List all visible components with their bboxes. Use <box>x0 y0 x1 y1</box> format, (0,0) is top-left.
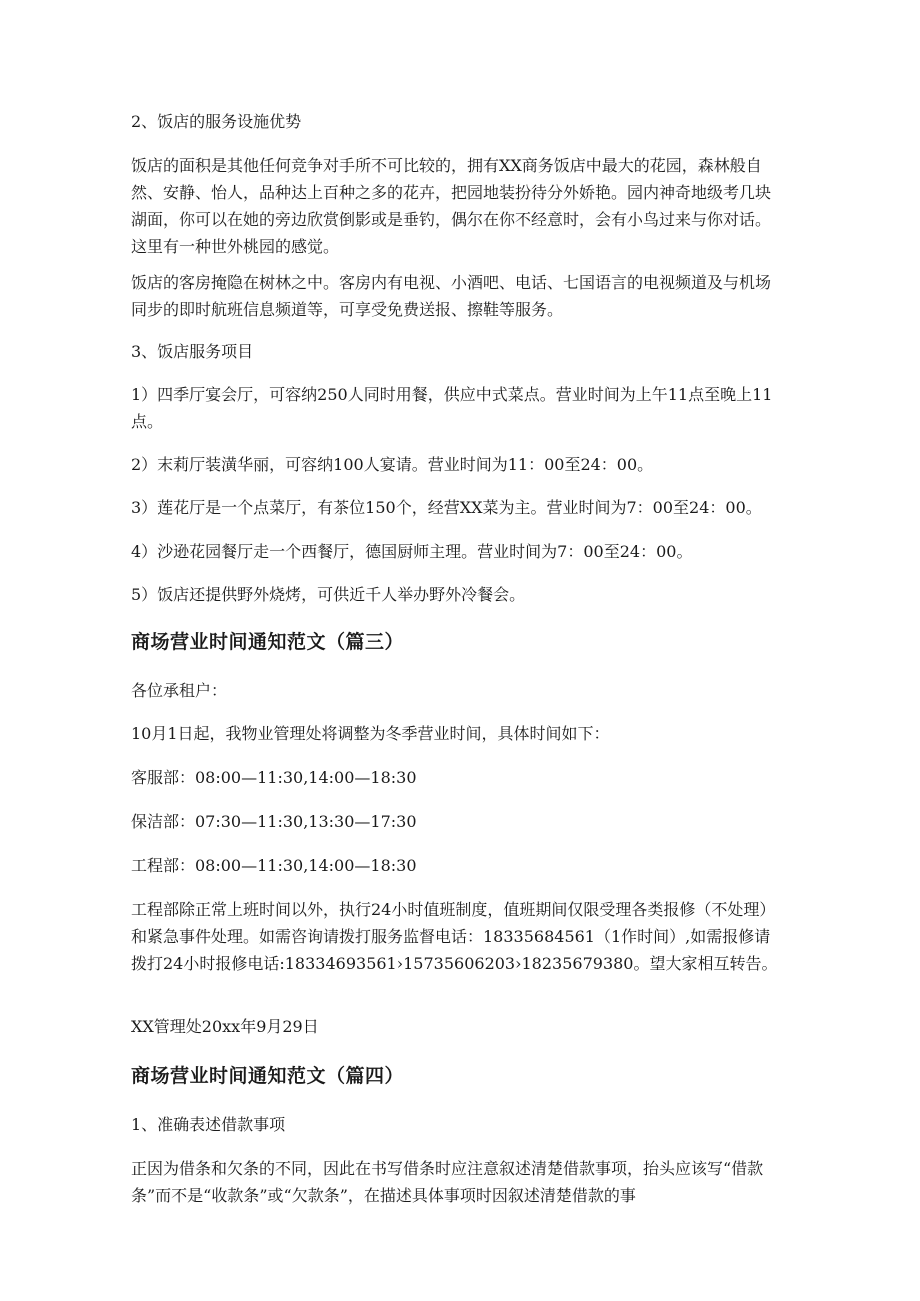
signature: XX管理处20xx年9月29日 <box>131 1017 319 1036</box>
schedule-customer-service: 客服部：08:00—11:30,14:00—18:30 <box>131 768 417 787</box>
paragraph-rooms: 饭店的客房掩隐在树林之中。客房内有电视、小酒吧、电话、七国语言的电视频道及与机场同步的即时航班信息频道等，可享受免费送报、擦鞋等服务。 <box>131 273 772 319</box>
service-item: 4）沙逊花园餐厅走一个西餐厅，德国厨师主理。营业时间为7：00至24：00。 <box>131 542 693 561</box>
section-heading-facilities: 2、饭店的服务设施优势 <box>131 112 302 131</box>
schedule-engineering: 工程部：08:00—11:30,14:00—18:30 <box>131 856 417 875</box>
paragraph-garden: 饭店的面积是其他任何竞争对手所不可比较的，拥有XX商务饭店中最大的花园，森林般自然、安静、怡人，品种达上百种之多的花卉，把园地装扮待分外娇艳。园内神奇地级考几块湖面，你可以在她的旁边欣赏倒影或是垂钓，偶尔在你不经意时，会有小鸟过来与你对话。这里有一种世外桃园的感觉。 <box>131 156 772 256</box>
article-title-part4: 商场营业时间通知范文（篇四） <box>131 1065 405 1087</box>
service-item: 1）四季厅宴会厅，可容纳250人同时用餐，供应中式菜点。营业时间为上午11点至晚上11点。 <box>131 385 773 431</box>
service-item: 5）饭店还提供野外烧烤，可供近千人举办野外冷餐会。 <box>131 585 526 604</box>
section-heading-loan: 1、准确表述借款事项 <box>131 1115 286 1134</box>
service-item: 3）莲花厅是一个点菜厅，有茶位150个，经营XX菜为主。营业时间为7：00至24：00。 <box>131 498 762 517</box>
notice-intro: 10月1日起，我物业管理处将调整为冬季营业时间，具体时间如下： <box>131 724 610 743</box>
article-title-part3: 商场营业时间通知范文（篇三） <box>131 631 405 653</box>
schedule-cleaning: 保洁部：07:30—11:30,13:30—17:30 <box>131 812 417 831</box>
section-heading-services: 3、饭店服务项目 <box>131 342 254 361</box>
paragraph-loan: 正因为借条和欠条的不同，因此在书写借条时应注意叙述清楚借款事项，抬头应该写“借款条”而不是“收款条”或“欠款条”，在描述具体事项时因叙述清楚借款的事 <box>131 1159 764 1205</box>
service-item: 2）末莉厅装潢华丽，可容纳100人宴请。营业时间为11：00至24：00。 <box>131 455 654 474</box>
engineering-note: 工程部除正常上班时间以外，执行24小时值班制度，值班期间仅限受理各类报修（不处理）和紧急事件处理。如需咨询请拨打服务监督电话：18335684561（1作时间）,如需报修请拨打24小时报修电话:18334693561›15735606203›18235679380。望大家相互转告。 <box>131 900 778 973</box>
greeting: 各位承租户： <box>131 681 228 700</box>
